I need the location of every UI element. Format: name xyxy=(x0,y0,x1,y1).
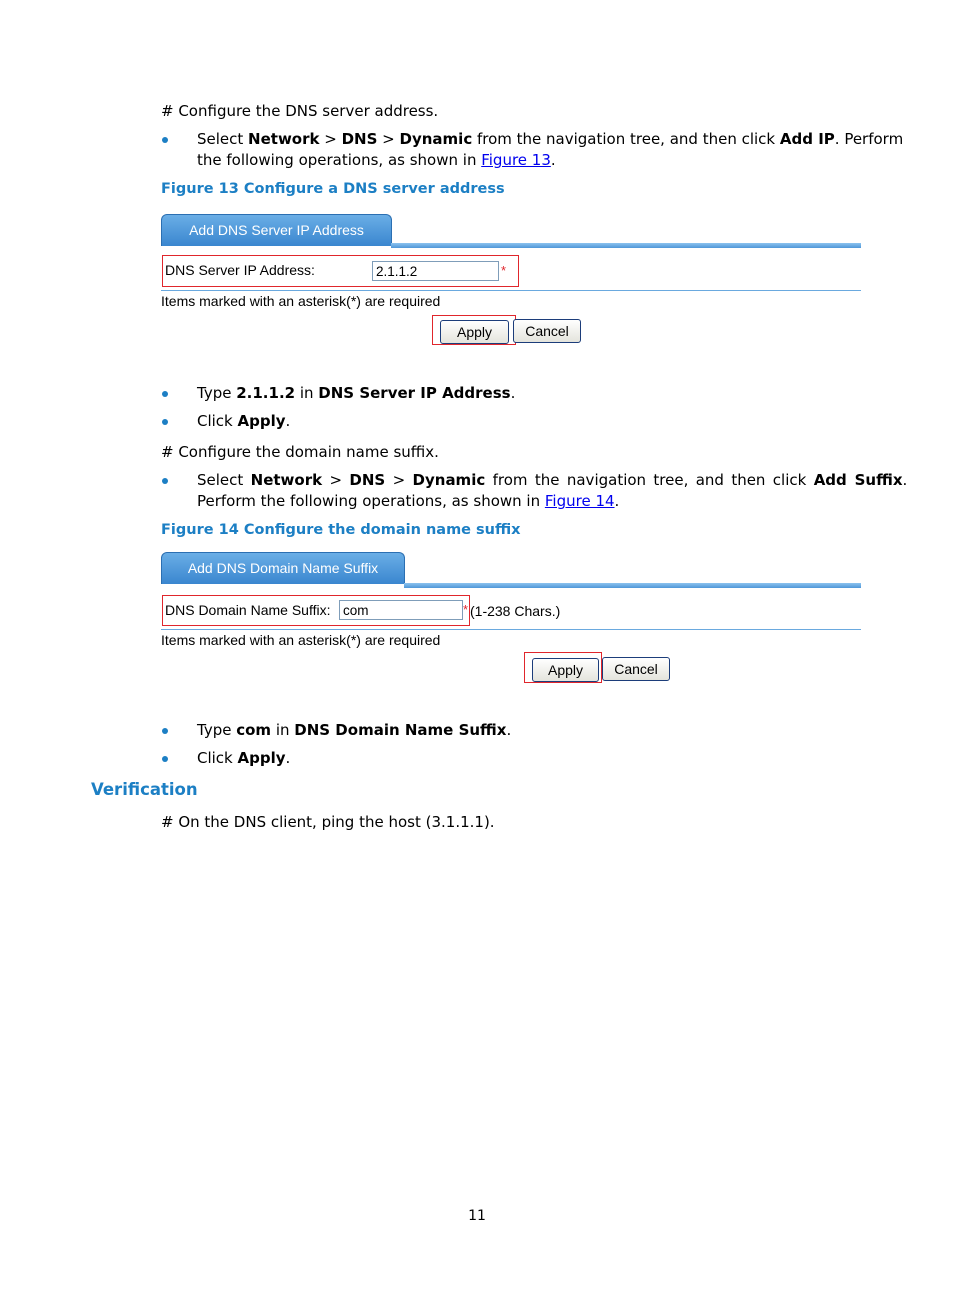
bullet-type-ip: Type 2.1.1.2 in DNS Server IP Address. xyxy=(197,384,516,402)
bullet-icon xyxy=(162,756,168,762)
divider xyxy=(161,629,861,630)
highlight-box xyxy=(162,595,470,626)
figure-14-link[interactable]: Figure 14 xyxy=(544,492,615,510)
tab-strip xyxy=(391,243,861,248)
tab-add-dns-domain-suffix[interactable]: Add DNS Domain Name Suffix xyxy=(161,552,405,584)
bullet-icon xyxy=(162,728,168,734)
verification-text: # On the DNS client, ping the host (3.1.1.1). xyxy=(161,813,495,831)
required-note: Items marked with an asterisk(*) are required xyxy=(161,293,441,309)
bullet-type-suffix: Type com in DNS Domain Name Suffix. xyxy=(197,721,512,739)
chars-note: (1-238 Chars.) xyxy=(470,603,561,619)
apply-highlight-box xyxy=(524,652,602,683)
bullet-select-add-suffix-line2: Perform the following operations, as shown in Figure 14. xyxy=(197,492,620,510)
cancel-button[interactable]: Cancel xyxy=(602,657,670,681)
intro2-text: # Configure the domain name suffix. xyxy=(161,443,439,461)
tab-add-dns-server-ip[interactable]: Add DNS Server IP Address xyxy=(161,214,392,246)
intro-text: # Configure the DNS server address. xyxy=(161,102,439,120)
bullet-select-add-ip: Select Network > DNS > Dynamic from the navigation tree, and then click Add IP. Perform xyxy=(197,130,904,148)
required-asterisk: * xyxy=(463,602,469,617)
highlight-box xyxy=(162,255,519,287)
divider xyxy=(161,290,861,291)
figure-13-link[interactable]: Figure 13 xyxy=(481,151,551,169)
page-number: 11 xyxy=(468,1208,486,1224)
bullet-icon xyxy=(162,419,168,425)
dns-server-ip-input[interactable]: 2.1.1.2 xyxy=(372,261,499,281)
bullet-icon xyxy=(162,137,168,143)
figure-13-caption: Figure 13 Configure a DNS server address xyxy=(161,181,505,197)
bullet-icon xyxy=(162,391,168,397)
cancel-button[interactable]: Cancel xyxy=(513,319,581,343)
dns-server-ip-label: DNS Server IP Address: xyxy=(165,262,315,278)
figure-14-caption: Figure 14 Configure the domain name suffix xyxy=(161,522,521,538)
bullet-click-apply: Click Apply. xyxy=(197,412,291,430)
tab-strip xyxy=(404,583,861,588)
bullet-select-add-suffix: Select Network > DNS > Dynamic from the navigation tree, and then click Add Suffix. xyxy=(197,471,908,489)
dns-domain-suffix-input[interactable]: com xyxy=(339,600,463,620)
required-asterisk: * xyxy=(501,263,507,278)
apply-highlight-box xyxy=(432,315,516,345)
bullet-select-add-ip-line2: the following operations, as shown in Figure 13. xyxy=(197,151,556,169)
dns-domain-suffix-label: DNS Domain Name Suffix: xyxy=(165,602,331,618)
required-note: Items marked with an asterisk(*) are required xyxy=(161,632,441,648)
apply-button[interactable]: Apply xyxy=(532,658,599,682)
bullet-icon xyxy=(162,478,168,484)
verification-heading: Verification xyxy=(91,780,198,799)
bullet-click-apply-2: Click Apply. xyxy=(197,749,291,767)
apply-button[interactable]: Apply xyxy=(440,320,509,344)
